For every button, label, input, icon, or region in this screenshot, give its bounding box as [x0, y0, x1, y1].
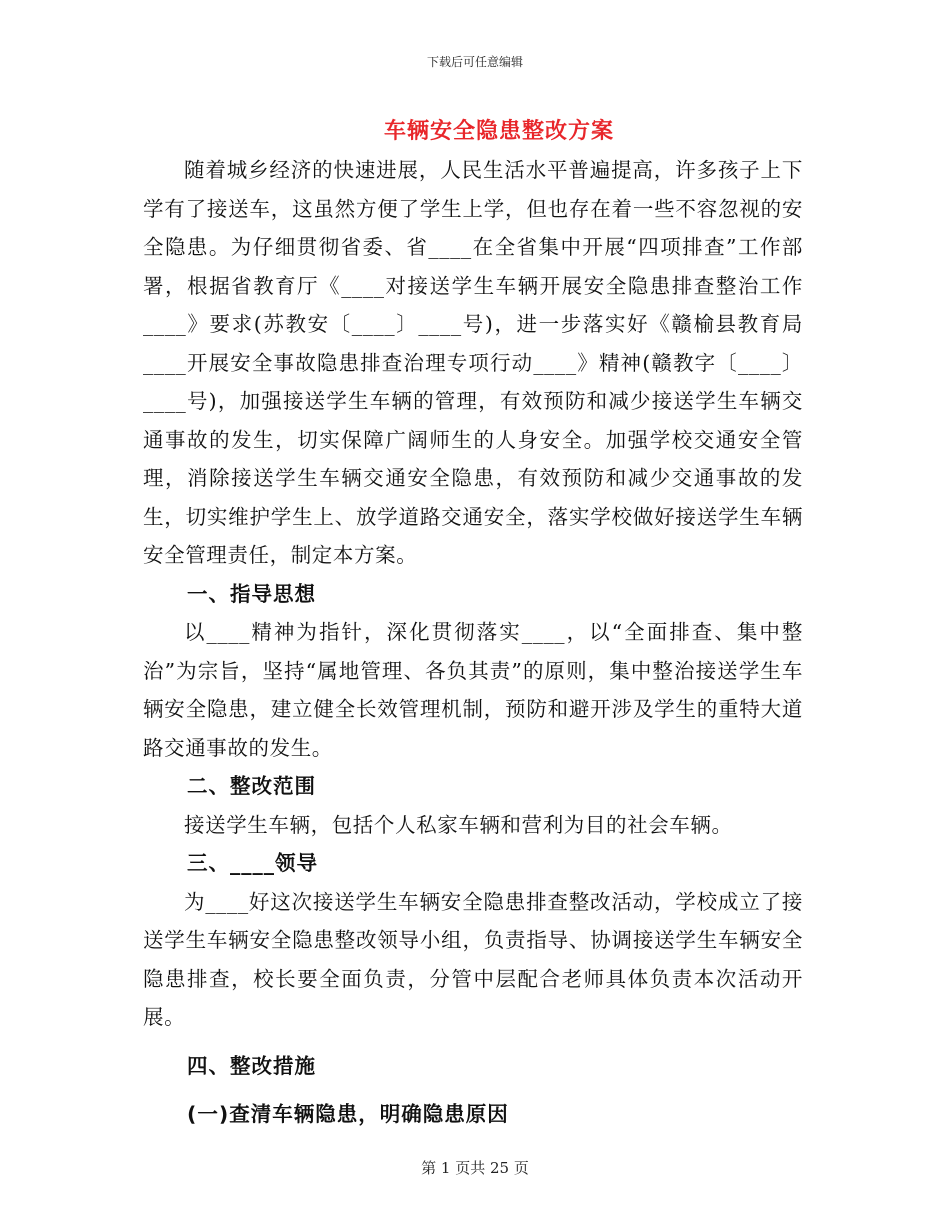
section-gap [143, 1037, 803, 1047]
section-heading-guiding-ideology: 一、指导思想 [187, 581, 316, 606]
section-heading-scope: 二、整改范围 [187, 774, 316, 798]
intro-paragraph: 随着城乡经济的快速进展，人民生活水平普遍提高，许多孩子上下学有了接送车，这虽然方便了学生上学，但也存在着一些不容忽视的安全隐患。为仔细贯彻省委、省____在全省集中开展“四项排查”工作部署，根据省教育厅《____对接送学生车辆开展安全隐患排查整治工作____》要求(苏教安〔____〕____号)，进一步落实好《赣榆县教育局____开展安全事故隐患排查治理专项行动____》精神(赣教字〔____〕____号)，加强接送学生车辆的管理，有效预防和减少接送学生车辆交通事故的发生，切实保障广阔师生的人身安全。加强学校交通安全管理，消除接送学生车辆交通安全隐患，有效预防和减少交通事故的发生，切实维护学生上、放学道路交通安全，落实学校做好接送学生车辆安全管理责任，制定本方案。 [143, 158, 803, 567]
section-gap [143, 1085, 803, 1095]
section-heading-measures: 四、整改措施 [187, 1053, 316, 1078]
page-footer: 第 1 页共 25 页 [421, 1159, 529, 1177]
section-body-guiding-ideology: 以____精神为指针，深化贯彻落实____，以“全面排查、集中整治”为宗旨，坚持“属地管理、各负其责”的原则，集中整治接送学生车辆安全隐患，建立健全长效管理机制，预防和避开涉及学生的重特大道路交通事故的发生。 [143, 620, 803, 760]
document-body [143, 151, 803, 1134]
subheading-vehicle-hazards: (一)查清车辆隐患，明确隐患原因 [187, 1102, 509, 1126]
section-body-scope: 接送学生车辆，包括个人私家车辆和营利为目的社会车辆。 [184, 812, 733, 837]
header-note: 下载后可任意编辑 [426, 55, 523, 69]
section-heading-leadership: 三、____领导 [187, 851, 318, 875]
document-title: 车辆安全隐患整改方案 [383, 119, 614, 144]
section-body-leadership: 为____好这次接送学生车辆安全隐患排查整改活动，学校成立了接送学生车辆安全隐患整改领导小组，负责指导、协调接送学生车辆安全隐患排查，校长要全面负责，分管中层配合老师具体负责本次活动开展。 [143, 889, 803, 1029]
